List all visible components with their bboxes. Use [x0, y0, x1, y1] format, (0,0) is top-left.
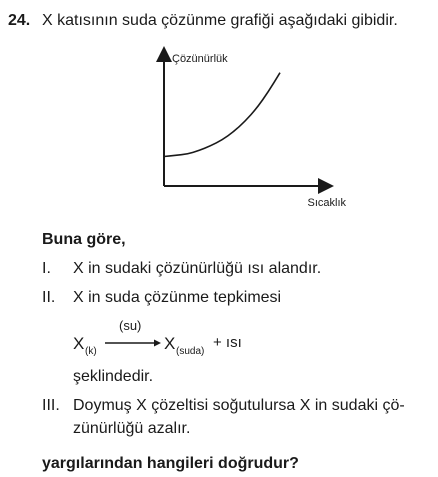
reaction-arrow — [105, 338, 161, 348]
product-state: (suda) — [176, 346, 205, 357]
y-axis-label: Çözünürlük — [172, 53, 228, 65]
reaction-extra: + ısı — [213, 334, 242, 351]
solubility-curve — [164, 73, 280, 157]
question-text: X katısının suda çözünme grafiği aşağıdaki gibidir. — [42, 12, 398, 29]
statement-1-text: X in sudaki çözünürlüğü ısı alandır. — [73, 260, 322, 277]
statement-2-text: X in suda çözünme tepkimesi — [73, 289, 282, 306]
statement-3-numeral: III. — [42, 397, 60, 414]
solubility-graph — [150, 40, 350, 215]
closing-question: yargılarından hangileri doğrudur? — [42, 455, 299, 472]
reaction-condition: (su) — [119, 318, 142, 333]
x-axis-label: Sıcaklık — [307, 197, 346, 209]
lead-text: Buna göre, — [42, 231, 126, 248]
reactant: X — [73, 334, 85, 353]
reactant-state: (k) — [85, 346, 97, 357]
statement-1-numeral: I. — [42, 260, 51, 277]
reaction-equation — [73, 318, 273, 360]
statement-2-numeral: II. — [42, 289, 56, 306]
statement-3-line2: zünürlüğü azalır. — [73, 420, 191, 437]
product: X — [164, 334, 176, 353]
statement-2-tail: şeklindedir. — [73, 368, 154, 385]
statement-3-line1: Doymuş X çözeltisi soğutulursa X in sudaki çö- — [73, 397, 405, 414]
question-number: 24. — [8, 12, 31, 29]
